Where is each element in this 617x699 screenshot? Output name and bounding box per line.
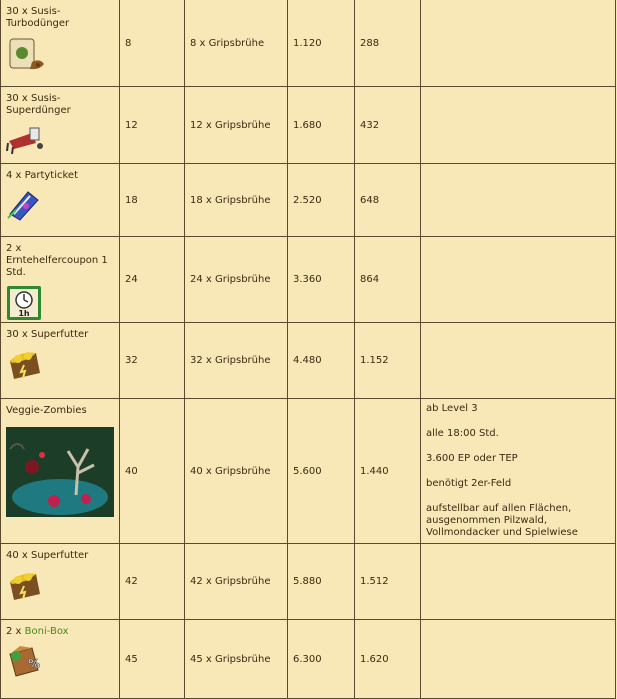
item-name: 40 x Superfutter: [6, 550, 89, 561]
value-cell: 1.152: [355, 323, 421, 399]
note-line: benötigt 2er-Feld: [426, 478, 512, 489]
notes-cell: [421, 399, 616, 544]
table-row: [1, 544, 616, 620]
table-row: [1, 87, 616, 164]
item-name: [6, 626, 114, 638]
item-cell: [1, 87, 120, 164]
item-name: Veggie-Zombies: [6, 405, 87, 416]
notes-cell: [421, 620, 616, 699]
points-cell: 3.360: [288, 237, 355, 323]
item-cell: [1, 323, 120, 399]
notes-cell: [421, 544, 616, 620]
value-cell: 432: [355, 87, 421, 164]
value-cell: 1.512: [355, 544, 421, 620]
level-cell: 8: [120, 0, 185, 87]
notes-cell: [421, 164, 616, 237]
cost-cell: 45 x Gripsbrühe: [185, 620, 288, 699]
value-cell: 288: [355, 0, 421, 87]
table-row: [1, 0, 616, 87]
note-line: alle 18:00 Std.: [426, 428, 499, 439]
table-row: [1, 323, 616, 399]
table-row: [1, 237, 616, 323]
item-name: 4 x Partyticket: [6, 170, 79, 181]
item-prefix: 2 x: [6, 626, 25, 637]
notes-cell: [421, 323, 616, 399]
fertilizer-sprayer-icon: [6, 123, 46, 155]
item-cell: [1, 620, 120, 699]
points-cell: 1.680: [288, 87, 355, 164]
points-cell: 5.600: [288, 399, 355, 544]
level-cell: 45: [120, 620, 185, 699]
table-row: [1, 399, 616, 544]
points-cell: 4.480: [288, 323, 355, 399]
item-name: 30 x Susis-Superdünger: [6, 93, 71, 116]
value-cell: 648: [355, 164, 421, 237]
fertilizer-bag-icon: [6, 36, 46, 72]
cost-cell: 8 x Gripsbrühe: [185, 0, 288, 87]
points-cell: 5.880: [288, 544, 355, 620]
cost-cell: 40 x Gripsbrühe: [185, 399, 288, 544]
value-cell: 1.440: [355, 399, 421, 544]
points-cell: 6.300: [288, 620, 355, 699]
notes-cell: [421, 0, 616, 87]
item-cell: [1, 237, 120, 323]
level-cell: 24: [120, 237, 185, 323]
boni-box-link[interactable]: Boni-Box: [24, 626, 69, 637]
points-cell: 2.520: [288, 164, 355, 237]
note-line: aufstellbar auf allen Flächen, ausgenommen Pilzwald, Vollmondacker und Spielwiese: [426, 503, 578, 538]
note-line: 3.600 EP oder TEP: [426, 453, 518, 464]
item-cell: [1, 164, 120, 237]
value-cell: 864: [355, 237, 421, 323]
cost-cell: 12 x Gripsbrühe: [185, 87, 288, 164]
level-cell: 40: [120, 399, 185, 544]
note-line: ab Level 3: [426, 403, 478, 414]
points-cell: 1.120: [288, 0, 355, 87]
item-cell: [1, 399, 120, 544]
item-cell: [1, 0, 120, 87]
harvest-helper-coupon-icon: [6, 285, 42, 321]
level-cell: 42: [120, 544, 185, 620]
item-name: 30 x Superfutter: [6, 329, 89, 340]
notes-cell: [421, 237, 616, 323]
svg-text:%: %: [28, 657, 41, 671]
item-name: 30 x Susis-Turbodünger: [6, 6, 70, 29]
table-row: [1, 164, 616, 237]
cost-cell: 32 x Gripsbrühe: [185, 323, 288, 399]
item-name: 2 x Erntehelfercoupon 1 Std.: [6, 243, 108, 278]
cost-cell: 42 x Gripsbrühe: [185, 544, 288, 620]
cost-cell: 24 x Gripsbrühe: [185, 237, 288, 323]
level-cell: 32: [120, 323, 185, 399]
table-row: [1, 620, 616, 699]
item-cell: [1, 544, 120, 620]
boni-box-icon: [6, 644, 42, 678]
notes-cell: [421, 87, 616, 164]
coupon-duration-label: 1h: [18, 309, 30, 318]
value-cell: 1.620: [355, 620, 421, 699]
level-cell: 12: [120, 87, 185, 164]
cost-cell: 18 x Gripsbrühe: [185, 164, 288, 237]
veggie-zombies-image: [6, 427, 114, 517]
level-cell: 18: [120, 164, 185, 237]
superfood-icon: [6, 568, 42, 602]
party-ticket-icon: [6, 188, 42, 222]
superfood-icon: [6, 347, 42, 381]
